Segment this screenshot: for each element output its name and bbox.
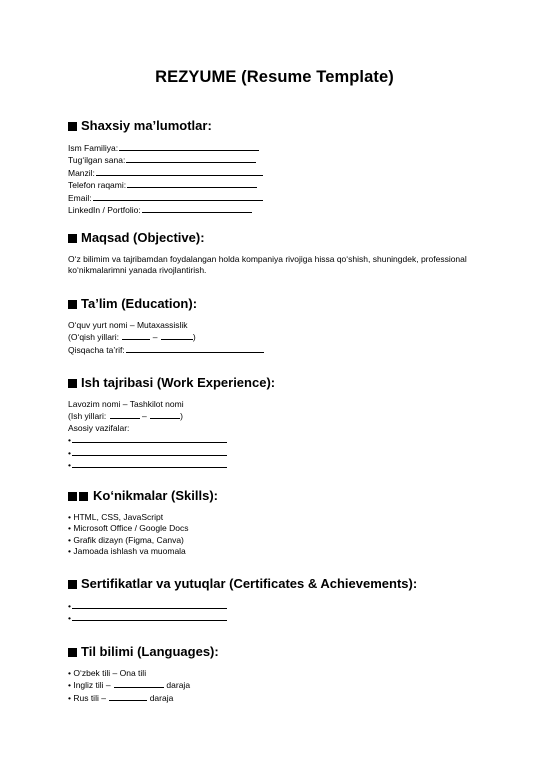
section-skills — [68, 488, 488, 558]
section-languages — [68, 644, 488, 704]
blank-line — [110, 410, 140, 419]
skill-item: • Grafik dizayn (Figma, Canva) — [68, 534, 184, 545]
language-item: • Rus tili – daraja — [68, 692, 174, 703]
section-work-experience — [68, 375, 488, 471]
field-full-name: Ism Familiya: — [68, 142, 488, 154]
duty-item: • — [68, 434, 488, 446]
section-heading-education: Ta’lim (Education): — [68, 296, 488, 312]
blank-line — [142, 204, 252, 213]
education-years: (O‘qish yillari: – ) — [68, 332, 196, 343]
section-education — [68, 296, 488, 356]
blank-line — [96, 167, 263, 176]
duty-item: • — [68, 459, 488, 471]
section-heading-certificates: Sertifikatlar va yutuqlar (Certificates & Achievements): — [68, 576, 488, 592]
education-summary: Qisqacha ta’rif: — [68, 344, 488, 356]
blank-line — [72, 459, 227, 468]
blank-line — [161, 331, 193, 340]
section-heading-skills: Ko‘nikmalar (Skills): — [68, 488, 488, 504]
square-bullet-icon — [68, 300, 77, 309]
blank-line — [72, 600, 227, 609]
skill-item: • HTML, CSS, JavaScript — [68, 512, 164, 522]
blank-line — [119, 142, 259, 151]
certificate-item: • — [68, 612, 488, 624]
blank-line — [72, 447, 227, 456]
field-email: Email: — [68, 192, 488, 204]
square-bullet-icon — [68, 122, 77, 131]
double-square-icon — [68, 492, 89, 501]
section-personal-info — [68, 118, 488, 216]
field-birth-date: Tug‘ilgan sana: — [68, 154, 488, 166]
document-title: REZYUME (Resume Template) — [155, 68, 394, 86]
blank-line — [127, 179, 257, 188]
square-bullet-icon — [68, 234, 77, 243]
certificate-item: • — [68, 600, 488, 612]
blank-line — [122, 331, 150, 340]
skill-item: • Microsoft Office / Google Docs — [68, 523, 189, 534]
skill-item: • Jamoada ishlash va muomala — [68, 546, 186, 557]
section-heading-languages: Til bilimi (Languages): — [68, 644, 488, 660]
blank-line — [72, 434, 227, 443]
section-heading-objective: Maqsad (Objective): — [68, 230, 488, 246]
language-item: • O‘zbek tili – Ona tili — [68, 668, 147, 678]
blank-line — [126, 154, 256, 163]
blank-line — [93, 192, 263, 201]
objective-text: O‘z bilimim va tajribamdan foydalangan holda kompaniya rivojiga hissa qo‘shish, shuningdek, professional ko‘nikmalarimni yanada rivojlantirish. — [68, 254, 467, 276]
section-heading-personal: Shaxsiy ma’lumotlar: — [68, 118, 488, 134]
blank-line — [72, 612, 227, 621]
blank-line — [126, 344, 264, 353]
duty-item: • — [68, 447, 488, 459]
section-certificates — [68, 576, 488, 625]
language-item: • Ingliz tili – daraja — [68, 680, 191, 691]
field-address: Manzil: — [68, 167, 488, 179]
experience-years: (Ish yillari: – ) — [68, 411, 183, 422]
square-bullet-icon — [68, 379, 77, 388]
blank-line — [114, 679, 164, 688]
experience-position: Lavozim nomi – Tashkilot nomi — [68, 399, 184, 409]
square-bullet-icon — [68, 580, 77, 589]
field-phone: Telefon raqami: — [68, 179, 488, 191]
blank-line — [150, 410, 180, 419]
field-linkedin: LinkedIn / Portfolio: — [68, 204, 488, 216]
section-objective — [68, 230, 488, 277]
experience-duties-label: Asosiy vazifalar: — [68, 422, 130, 433]
square-bullet-icon — [68, 648, 77, 657]
education-institution: O‘quv yurt nomi – Mutaxassislik — [68, 320, 188, 330]
section-heading-experience: Ish tajribasi (Work Experience): — [68, 375, 488, 391]
blank-line — [109, 692, 147, 701]
